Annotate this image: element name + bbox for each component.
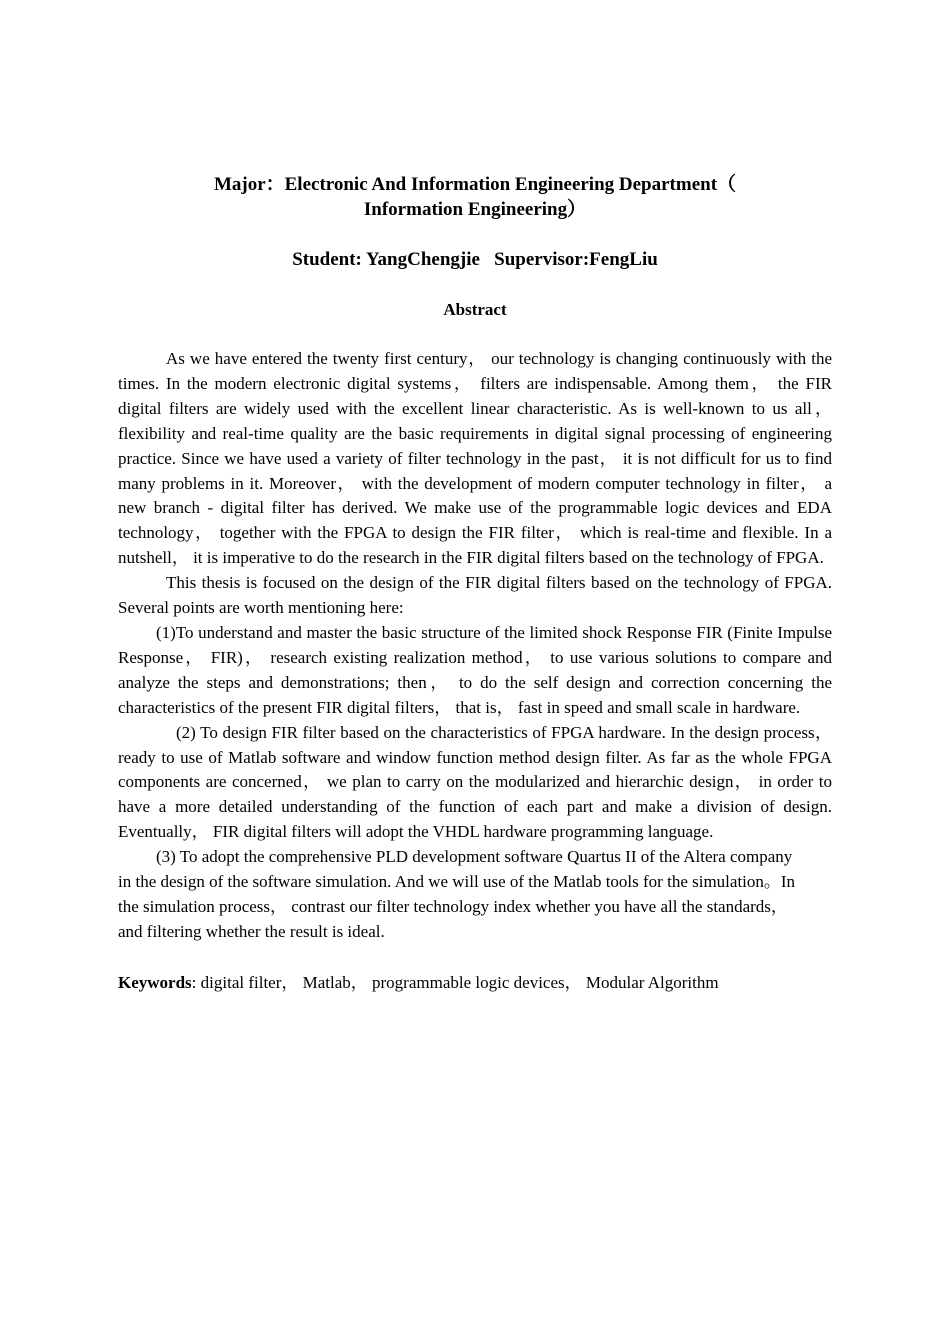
document-page (118, 172, 832, 995)
abstract-paragraph-4: (2) To design FIR filter based on the characteristics of FPGA hardware. In the design process， ready to use of Matlab software and window function method design filter. As far as the whole FPGA components are concerned， we plan to carry on the modularized and hierarchic design， in order to have a more detailed understanding of the function of each part and make a division of design. Eventually， FIR digital filters will adopt the VHDL hardware programming language. (118, 722, 832, 842)
student-supervisor-line: Student: YangChengjie Supervisor:FengLiu (292, 249, 658, 270)
major-line-1: Major：Electronic And Information Engineering Department（ (213, 174, 737, 195)
abstract-title: Abstract (443, 300, 507, 319)
abstract-body (118, 347, 832, 945)
abstract-paragraph-3: (1)To understand and master the basic structure of the limited shock Response FIR (Finite Impulse Response， FIR)， research existing realization method， to use various solutions to compare and analyze the steps and demonstrations; then， to do the self design and correction concerning the characteristics of the present FIR digital filters， that is， fast in speed and small scale in hardware. (118, 622, 832, 717)
keywords-text: : digital filter， Matlab， programmable logic devices， Modular Algorithm (191, 972, 719, 992)
keywords-line (118, 970, 832, 995)
abstract-paragraph-1: As we have entered the twenty first century， our technology is changing continuously with the times. In the modern electronic digital systems， filters are indispensable. Among them， the FIR digital filters are widely used with the excellent linear characteristic. As is well-known to us all， flexibility and real-time quality are the basic requirements in digital signal processing of engineering practice. Since we have used a variety of filter technology in the past， it is not difficult for us to find many problems in it. Moreover， with the development of modern computer technology in filter， a new branch - digital filter has derived. We make use of the programmable logic devices and EDA technology， together with the FPGA to design the FIR filter， which is real-time and flexible. In a nutshell， it is imperative to do the research in the FIR digital filters based on the technology of FPGA. (118, 349, 832, 568)
keywords-label: Keywords (118, 972, 192, 992)
major-line-2: Information Engineering） (363, 199, 587, 220)
abstract-paragraph-2: This thesis is focused on the design of the FIR digital filters based on the technology of FPGA. Several points are worth mentioning here: (118, 573, 832, 618)
abstract-paragraph-5: (3) To adopt the comprehensive PLD development software Quartus II of the Altera company in the design of the software simulation. And we will use of the Matlab tools for the simulation。In the simulation process， contrast our filter technology index whether you have all the standards， and filtering whether the result is ideal. (118, 847, 796, 941)
